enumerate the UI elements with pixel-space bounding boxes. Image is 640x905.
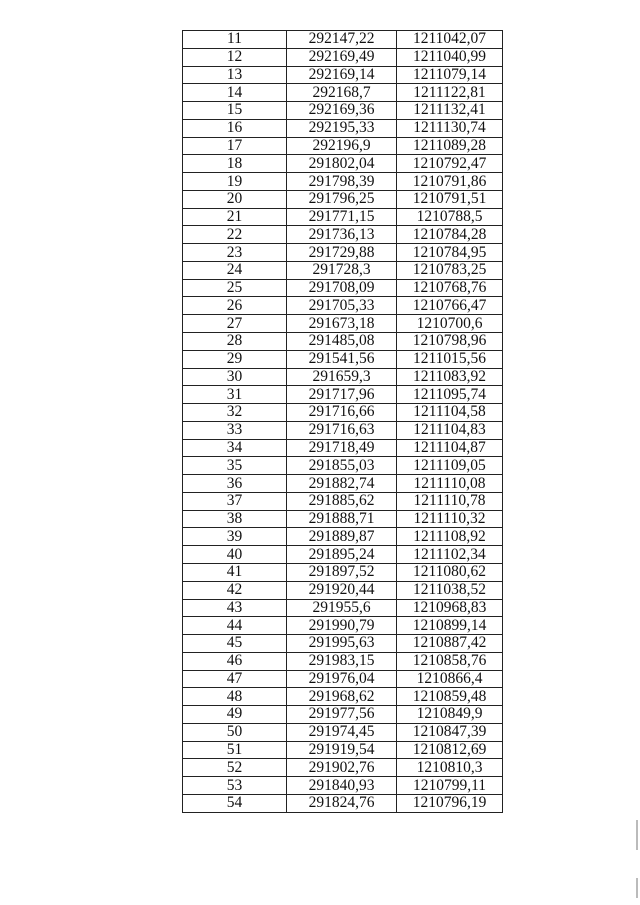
x-coordinate-cell: 291885,62 [287, 492, 397, 510]
point-number-cell: 12 [183, 48, 287, 66]
point-number-cell: 21 [183, 208, 287, 226]
x-coordinate-cell: 291708,09 [287, 279, 397, 297]
table-row [183, 244, 503, 262]
point-number-cell: 26 [183, 297, 287, 315]
x-coordinate-cell: 291659,3 [287, 368, 397, 386]
x-coordinate-cell: 291990,79 [287, 617, 397, 635]
y-coordinate-cell: 1210812,69 [397, 741, 503, 759]
table-row [183, 66, 503, 84]
table-row [183, 119, 503, 137]
table-row [183, 226, 503, 244]
y-coordinate-cell: 1210810,3 [397, 759, 503, 777]
x-coordinate-cell: 291919,54 [287, 741, 397, 759]
table-row [183, 794, 503, 812]
y-coordinate-cell: 1211130,74 [397, 119, 503, 137]
y-coordinate-cell: 1210792,47 [397, 155, 503, 173]
y-coordinate-cell: 1211083,92 [397, 368, 503, 386]
x-coordinate-cell: 291728,3 [287, 261, 397, 279]
y-coordinate-cell: 1211042,07 [397, 31, 503, 49]
point-number-cell: 46 [183, 652, 287, 670]
y-coordinate-cell: 1211104,58 [397, 404, 503, 422]
x-coordinate-cell: 292169,49 [287, 48, 397, 66]
table-row [183, 386, 503, 404]
point-number-cell: 22 [183, 226, 287, 244]
y-coordinate-cell: 1210788,5 [397, 208, 503, 226]
table-row [183, 208, 503, 226]
point-number-cell: 18 [183, 155, 287, 173]
x-coordinate-cell: 292169,36 [287, 102, 397, 120]
y-coordinate-cell: 1210791,86 [397, 173, 503, 191]
table-row [183, 652, 503, 670]
x-coordinate-cell: 291968,62 [287, 688, 397, 706]
y-coordinate-cell: 1211110,08 [397, 475, 503, 493]
point-number-cell: 33 [183, 421, 287, 439]
point-number-cell: 42 [183, 581, 287, 599]
table-row [183, 599, 503, 617]
y-coordinate-cell: 1211102,34 [397, 546, 503, 564]
point-number-cell: 47 [183, 670, 287, 688]
table-row [183, 404, 503, 422]
x-coordinate-cell: 291897,52 [287, 563, 397, 581]
point-number-cell: 43 [183, 599, 287, 617]
table-row [183, 617, 503, 635]
point-number-cell: 38 [183, 510, 287, 528]
x-coordinate-cell: 291895,24 [287, 546, 397, 564]
table-row [183, 297, 503, 315]
x-coordinate-cell: 291955,6 [287, 599, 397, 617]
table-row [183, 759, 503, 777]
table-row [183, 84, 503, 102]
table-row [183, 563, 503, 581]
y-coordinate-cell: 1211110,32 [397, 510, 503, 528]
y-coordinate-cell: 1211122,81 [397, 84, 503, 102]
table-row [183, 706, 503, 724]
y-coordinate-cell: 1211079,14 [397, 66, 503, 84]
y-coordinate-cell: 1210791,51 [397, 190, 503, 208]
x-coordinate-cell: 291541,56 [287, 350, 397, 368]
point-number-cell: 19 [183, 173, 287, 191]
y-coordinate-cell: 1210887,42 [397, 635, 503, 653]
table-row [183, 635, 503, 653]
x-coordinate-cell: 291855,03 [287, 457, 397, 475]
coordinates-table-body [183, 31, 503, 813]
point-number-cell: 30 [183, 368, 287, 386]
table-row [183, 279, 503, 297]
point-number-cell: 28 [183, 333, 287, 351]
y-coordinate-cell: 1210859,48 [397, 688, 503, 706]
scan-edge-mark [636, 820, 638, 850]
y-coordinate-cell: 1210766,47 [397, 297, 503, 315]
table-row [183, 510, 503, 528]
point-number-cell: 45 [183, 635, 287, 653]
table-row [183, 368, 503, 386]
point-number-cell: 35 [183, 457, 287, 475]
y-coordinate-cell: 1210858,76 [397, 652, 503, 670]
point-number-cell: 52 [183, 759, 287, 777]
y-coordinate-cell: 1211040,99 [397, 48, 503, 66]
point-number-cell: 44 [183, 617, 287, 635]
y-coordinate-cell: 1211109,05 [397, 457, 503, 475]
point-number-cell: 40 [183, 546, 287, 564]
y-coordinate-cell: 1210798,96 [397, 333, 503, 351]
x-coordinate-cell: 291771,15 [287, 208, 397, 226]
table-row [183, 315, 503, 333]
table-row [183, 581, 503, 599]
x-coordinate-cell: 292168,7 [287, 84, 397, 102]
table-row [183, 31, 503, 49]
table-row [183, 475, 503, 493]
point-number-cell: 13 [183, 66, 287, 84]
x-coordinate-cell: 291882,74 [287, 475, 397, 493]
point-number-cell: 27 [183, 315, 287, 333]
y-coordinate-cell: 1210968,83 [397, 599, 503, 617]
table-row [183, 546, 503, 564]
point-number-cell: 11 [183, 31, 287, 49]
y-coordinate-cell: 1210796,19 [397, 794, 503, 812]
point-number-cell: 54 [183, 794, 287, 812]
point-number-cell: 25 [183, 279, 287, 297]
point-number-cell: 16 [183, 119, 287, 137]
y-coordinate-cell: 1210783,25 [397, 261, 503, 279]
y-coordinate-cell: 1210866,4 [397, 670, 503, 688]
x-coordinate-cell: 291840,93 [287, 777, 397, 795]
point-number-cell: 29 [183, 350, 287, 368]
y-coordinate-cell: 1210847,39 [397, 723, 503, 741]
x-coordinate-cell: 292196,9 [287, 137, 397, 155]
point-number-cell: 32 [183, 404, 287, 422]
y-coordinate-cell: 1210799,11 [397, 777, 503, 795]
x-coordinate-cell: 291716,66 [287, 404, 397, 422]
y-coordinate-cell: 1210784,28 [397, 226, 503, 244]
point-number-cell: 48 [183, 688, 287, 706]
y-coordinate-cell: 1210849,9 [397, 706, 503, 724]
table-row [183, 492, 503, 510]
table-row [183, 457, 503, 475]
point-number-cell: 51 [183, 741, 287, 759]
x-coordinate-cell: 291717,96 [287, 386, 397, 404]
table-row [183, 173, 503, 191]
table-row [183, 102, 503, 120]
y-coordinate-cell: 1211104,83 [397, 421, 503, 439]
y-coordinate-cell: 1211089,28 [397, 137, 503, 155]
x-coordinate-cell: 291976,04 [287, 670, 397, 688]
x-coordinate-cell: 291796,25 [287, 190, 397, 208]
table-row [183, 155, 503, 173]
point-number-cell: 14 [183, 84, 287, 102]
point-number-cell: 31 [183, 386, 287, 404]
x-coordinate-cell: 291889,87 [287, 528, 397, 546]
table-row [183, 528, 503, 546]
x-coordinate-cell: 291983,15 [287, 652, 397, 670]
x-coordinate-cell: 291736,13 [287, 226, 397, 244]
y-coordinate-cell: 1211015,56 [397, 350, 503, 368]
x-coordinate-cell: 291824,76 [287, 794, 397, 812]
x-coordinate-cell: 291920,44 [287, 581, 397, 599]
x-coordinate-cell: 291718,49 [287, 439, 397, 457]
y-coordinate-cell: 1210768,76 [397, 279, 503, 297]
x-coordinate-cell: 291798,39 [287, 173, 397, 191]
y-coordinate-cell: 1211080,62 [397, 563, 503, 581]
table-row [183, 439, 503, 457]
x-coordinate-cell: 291974,45 [287, 723, 397, 741]
table-row [183, 688, 503, 706]
x-coordinate-cell: 291902,76 [287, 759, 397, 777]
table-row [183, 421, 503, 439]
point-number-cell: 53 [183, 777, 287, 795]
table-row [183, 48, 503, 66]
x-coordinate-cell: 291977,56 [287, 706, 397, 724]
point-number-cell: 15 [183, 102, 287, 120]
x-coordinate-cell: 291729,88 [287, 244, 397, 262]
x-coordinate-cell: 292195,33 [287, 119, 397, 137]
y-coordinate-cell: 1210700,6 [397, 315, 503, 333]
point-number-cell: 36 [183, 475, 287, 493]
y-coordinate-cell: 1211038,52 [397, 581, 503, 599]
y-coordinate-cell: 1211095,74 [397, 386, 503, 404]
point-number-cell: 49 [183, 706, 287, 724]
y-coordinate-cell: 1211132,41 [397, 102, 503, 120]
table-row [183, 137, 503, 155]
table-row [183, 333, 503, 351]
table-row [183, 741, 503, 759]
x-coordinate-cell: 291705,33 [287, 297, 397, 315]
table-row [183, 350, 503, 368]
point-number-cell: 37 [183, 492, 287, 510]
coordinates-table [182, 30, 503, 813]
x-coordinate-cell: 291716,63 [287, 421, 397, 439]
x-coordinate-cell: 292147,22 [287, 31, 397, 49]
point-number-cell: 34 [183, 439, 287, 457]
x-coordinate-cell: 292169,14 [287, 66, 397, 84]
table-row [183, 777, 503, 795]
x-coordinate-cell: 291995,63 [287, 635, 397, 653]
y-coordinate-cell: 1210899,14 [397, 617, 503, 635]
x-coordinate-cell: 291888,71 [287, 510, 397, 528]
scan-edge-mark [636, 878, 638, 898]
point-number-cell: 39 [183, 528, 287, 546]
point-number-cell: 23 [183, 244, 287, 262]
point-number-cell: 41 [183, 563, 287, 581]
x-coordinate-cell: 291802,04 [287, 155, 397, 173]
table-row [183, 670, 503, 688]
y-coordinate-cell: 1210784,95 [397, 244, 503, 262]
table-row [183, 261, 503, 279]
table-row [183, 190, 503, 208]
y-coordinate-cell: 1211108,92 [397, 528, 503, 546]
x-coordinate-cell: 291485,08 [287, 333, 397, 351]
y-coordinate-cell: 1211110,78 [397, 492, 503, 510]
x-coordinate-cell: 291673,18 [287, 315, 397, 333]
point-number-cell: 17 [183, 137, 287, 155]
y-coordinate-cell: 1211104,87 [397, 439, 503, 457]
point-number-cell: 20 [183, 190, 287, 208]
point-number-cell: 24 [183, 261, 287, 279]
table-row [183, 723, 503, 741]
point-number-cell: 50 [183, 723, 287, 741]
